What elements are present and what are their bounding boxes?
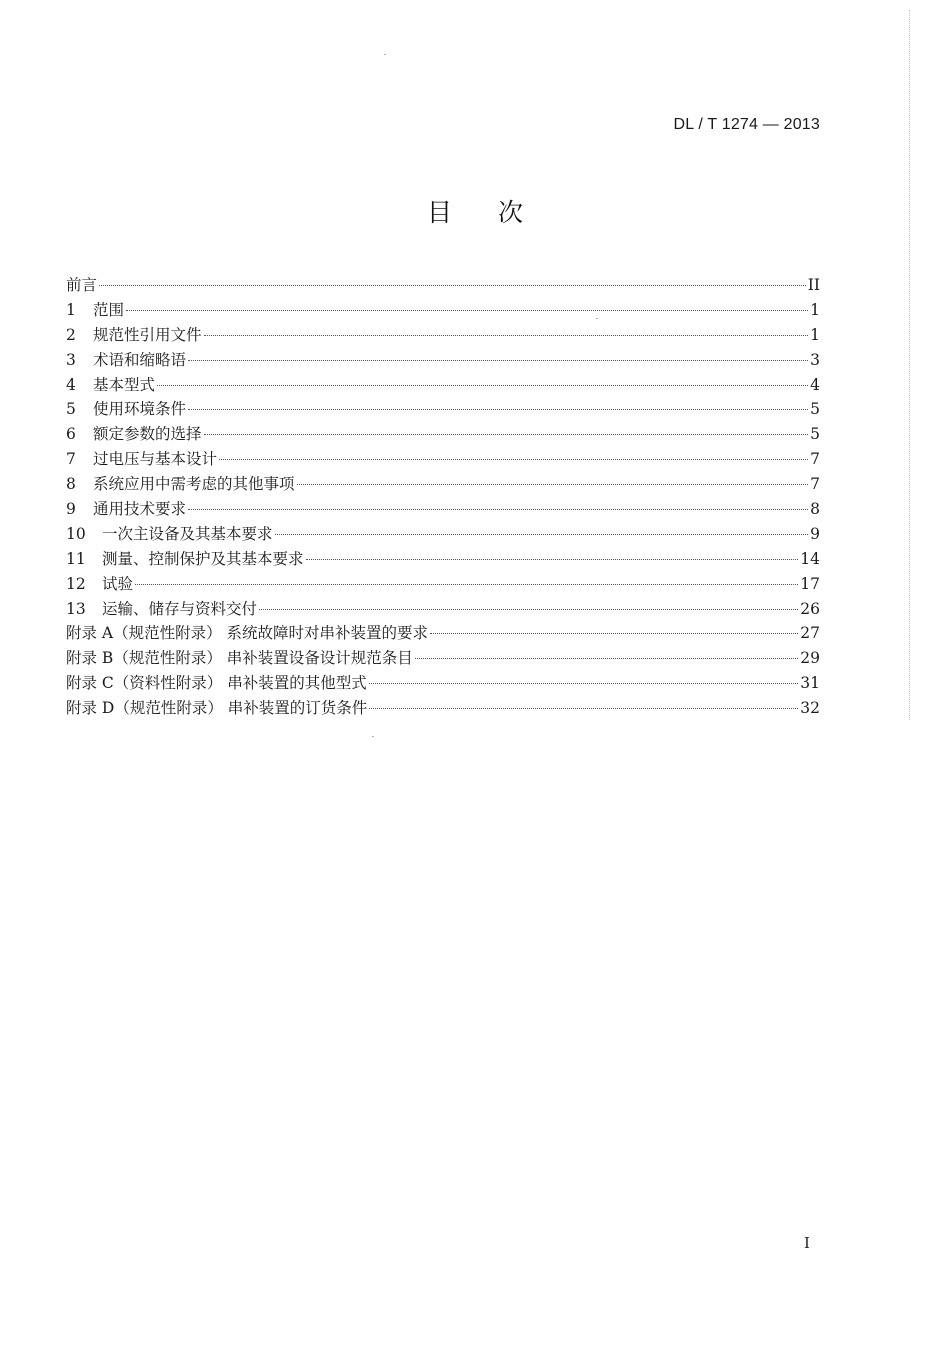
toc-entry[interactable] [66, 298, 820, 323]
toc-entry-page: II [807, 276, 820, 294]
toc-entry-number: 9 [66, 500, 76, 519]
toc-entry-number: 5 [66, 400, 76, 419]
toc-leader-dots [369, 708, 798, 709]
toc-entry-label: 基本型式 [93, 375, 156, 394]
toc-entry-label: 使用环境条件 [93, 400, 187, 419]
toc-entry-page: 5 [810, 425, 820, 444]
toc-entry-label: 附录 D（规范性附录） 串补装置的订货条件 [66, 699, 368, 718]
toc-entry-number: 11 [66, 549, 86, 568]
toc-entry-page: 14 [800, 549, 820, 568]
toc-entry-page: 9 [810, 524, 820, 543]
toc-entry-page: 32 [800, 699, 820, 718]
toc-entry[interactable] [66, 422, 820, 447]
toc-leader-dots [204, 434, 808, 435]
toc-entry[interactable] [66, 472, 820, 497]
toc-entry-number: 10 [66, 524, 86, 543]
toc-leader-dots [306, 559, 799, 560]
toc-leader-dots [259, 609, 798, 610]
toc-entry[interactable] [66, 696, 820, 721]
toc-entry-label: 额定参数的选择 [93, 425, 202, 444]
toc-entry-page: 29 [800, 649, 820, 668]
toc-entry-label: 附录 A（规范性附录） 系统故障时对串补装置的要求 [66, 624, 429, 643]
toc-entry-number: 4 [66, 375, 76, 394]
toc-entry-page: 8 [810, 500, 820, 519]
toc-entry-number: 8 [66, 475, 76, 494]
toc-leader-dots [204, 335, 808, 336]
toc-entry-label: 系统应用中需考虑的其他事项 [93, 475, 295, 494]
toc-entry-label: 测量、控制保护及其基本要求 [102, 549, 304, 568]
toc-entry-page: 26 [800, 599, 820, 618]
toc-entry-number: 1 [66, 300, 76, 319]
toc-leader-dots [297, 484, 808, 485]
table-of-contents [66, 273, 820, 721]
document-code: DL / T 1274 — 2013 [673, 116, 820, 133]
toc-entry-page: 3 [810, 350, 820, 369]
toc-entry-label: 术语和缩略语 [93, 350, 187, 369]
toc-entry-page: 17 [800, 574, 820, 593]
toc-entry[interactable] [66, 671, 820, 696]
toc-entry-page: 4 [810, 375, 820, 394]
scan-speck [384, 54, 386, 55]
toc-leader-dots [188, 360, 808, 361]
toc-entry[interactable] [66, 646, 820, 671]
toc-leader-dots [430, 633, 798, 634]
toc-entry[interactable] [66, 323, 820, 348]
toc-entry-page: 31 [800, 674, 820, 693]
toc-entry-number: 13 [66, 599, 86, 618]
toc-leader-dots [275, 534, 808, 535]
toc-entry-label: 试验 [102, 574, 134, 593]
toc-entry-label: 运输、储存与资料交付 [102, 599, 258, 618]
toc-leader-dots [369, 683, 799, 684]
toc-entry[interactable] [66, 572, 820, 597]
toc-entry-page: 1 [810, 300, 820, 319]
toc-entry-label: 附录 C（资料性附录） 串补装置的其他型式 [66, 674, 367, 693]
toc-entry[interactable] [66, 597, 820, 622]
toc-entry[interactable] [66, 621, 820, 646]
toc-entry[interactable] [66, 497, 820, 522]
toc-entry-label: 规范性引用文件 [93, 325, 202, 344]
toc-leader-dots [135, 584, 798, 585]
toc-leader-dots [188, 409, 808, 410]
toc-entry-page: 1 [810, 325, 820, 344]
toc-entry[interactable] [66, 373, 820, 398]
toc-entry-label: 通用技术要求 [93, 500, 187, 519]
toc-entry-label: 一次主设备及其基本要求 [102, 524, 273, 543]
toc-entry[interactable] [66, 348, 820, 373]
toc-leader-dots [99, 285, 806, 286]
toc-leader-dots [415, 658, 799, 659]
toc-leader-dots [188, 509, 808, 510]
toc-entry-label: 附录 B（规范性附录） 串补装置设备设计规范条目 [66, 649, 413, 668]
toc-entry[interactable] [66, 547, 820, 572]
page-title: 目次 [426, 198, 569, 227]
toc-entry-page: 7 [810, 475, 820, 494]
toc-leader-dots [157, 385, 808, 386]
page-number: I [804, 1234, 810, 1252]
toc-leader-dots [126, 310, 808, 311]
toc-entry[interactable] [66, 447, 820, 472]
toc-entry-number: 2 [66, 325, 76, 344]
toc-entry-label: 范围 [93, 300, 125, 319]
scan-speck [372, 736, 374, 737]
toc-leader-dots [219, 459, 808, 460]
toc-entry[interactable] [66, 522, 820, 547]
toc-entry-label: 前言 [66, 276, 98, 294]
toc-entry[interactable] [66, 397, 820, 422]
toc-entry-number: 12 [66, 574, 86, 593]
toc-entry-page: 5 [810, 400, 820, 419]
scan-edge [908, 10, 910, 720]
toc-entry-label: 过电压与基本设计 [93, 450, 218, 469]
toc-entry-number: 3 [66, 350, 76, 369]
toc-entry-page: 27 [800, 624, 820, 643]
toc-entry-number: 6 [66, 425, 76, 444]
toc-entry-page: 7 [810, 450, 820, 469]
toc-entry-number: 7 [66, 450, 76, 469]
toc-entry[interactable] [66, 273, 820, 298]
